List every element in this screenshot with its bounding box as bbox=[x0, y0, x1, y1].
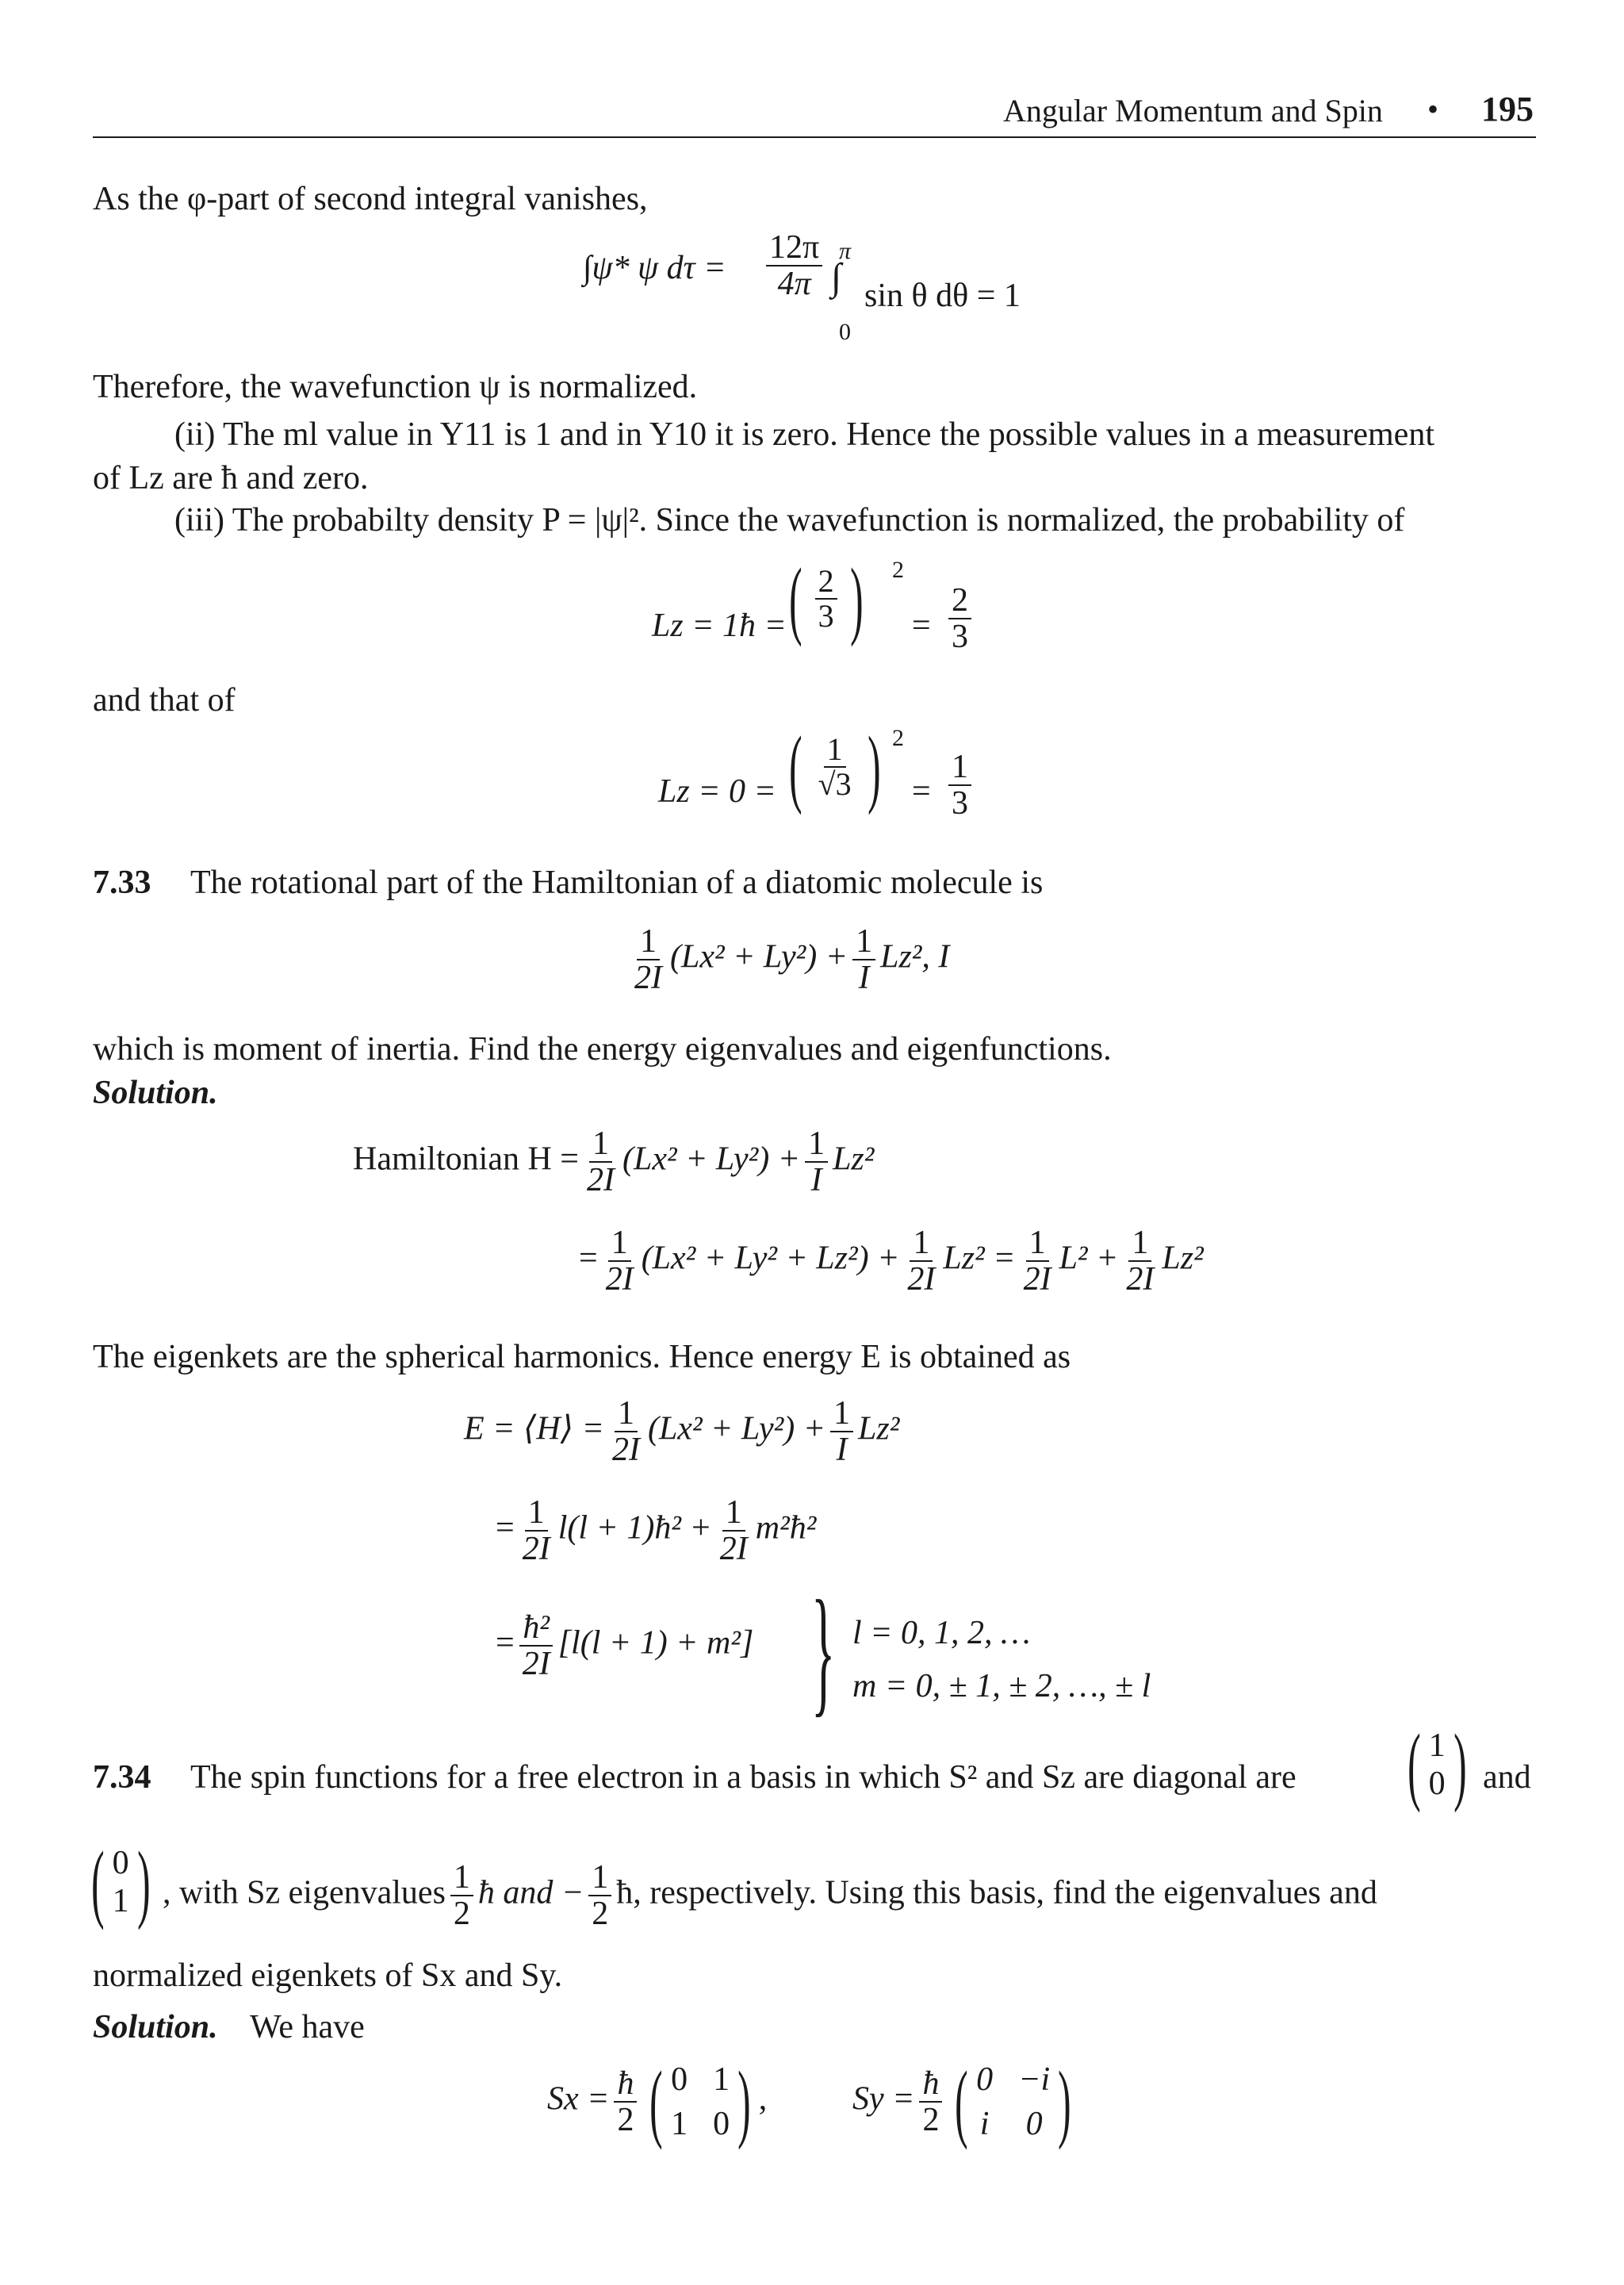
spin-up-vector: ( 1 0 ) bbox=[1408, 1716, 1467, 1813]
eq1-lhs: ∫ψ* ψ dτ = bbox=[583, 250, 726, 286]
problem-7-34-number: 7.34 bbox=[93, 1759, 151, 1796]
eq3-lhs: Lz = 0 = bbox=[658, 773, 776, 810]
eq10-sx-matrix: Sx = $\frac{ħ}{2}$ ( 0 1 1 0 ) , bbox=[547, 2053, 768, 2150]
para-and-that-of: and that of bbox=[93, 682, 236, 719]
eq9-brace: } bbox=[811, 1570, 836, 1729]
eq1-lower-limit: 0 bbox=[839, 319, 851, 345]
running-title: Angular Momentum and Spin bbox=[1003, 93, 1383, 128]
para-eigenkets: The eigenkets are the spherical harmonics. Hence energy E is obtained as bbox=[93, 1339, 1071, 1375]
page-number: 195 bbox=[1481, 90, 1534, 128]
eq2-exponent: 2 bbox=[892, 557, 904, 583]
para-phi-part: As the φ-part of second integral vanishes, bbox=[93, 181, 648, 217]
eq3-equals: = bbox=[912, 773, 931, 810]
eq2-lhs: Lz = 1ħ = bbox=[652, 608, 787, 644]
eq3-paren-group: ( $\frac{1}{√3}$ ) bbox=[789, 719, 881, 815]
problem-7-34-and: and bbox=[1483, 1759, 1531, 1796]
eq10-sy-matrix: Sy = $\frac{ħ}{2}$ ( 0 −i i 0 ) bbox=[852, 2053, 1071, 2150]
spin-down-vector: ( 0 1 ) bbox=[91, 1834, 151, 1930]
problem-7-33-number: 7.33 bbox=[93, 865, 151, 901]
eq1-integral: ∫ bbox=[831, 256, 842, 298]
para-normalized: Therefore, the wavefunction ψ is normalized. bbox=[93, 369, 698, 405]
eq2-paren-group: ( $\frac{2}{3}$ ) bbox=[789, 550, 864, 647]
eq1-fraction: $\frac{12\pi}{4\pi}$ bbox=[761, 230, 827, 301]
problem-7-33-text: The rotational part of the Hamiltonian of a diatomic molecule is bbox=[190, 865, 1044, 901]
eq3-exponent: 2 bbox=[892, 725, 904, 751]
para-ml-value: (ii) The ml value in Y11 is 1 and in Y10 it is zero. Hence the possible values in a measurement bbox=[174, 416, 1434, 453]
eq7-energy: E = ⟨H⟩ = $\frac{1}{2I}$ (Lx² + Ly²) + $\frac{1}{I}$ Lz² bbox=[464, 1395, 900, 1469]
eq4-hamiltonian-form: $\frac{1}{2I}$ (Lx² + Ly²) + $\frac{1}{I}$ Lz², I bbox=[634, 923, 950, 997]
eq8-energy-expanded: = $\frac{1}{2I}$ l(l + 1)ħ² + $\frac{1}{2I}$ m²ħ² bbox=[496, 1494, 817, 1568]
para-moment-of-inertia: which is moment of inertia. Find the energy eigenvalues and eigenfunctions. bbox=[93, 1031, 1112, 1068]
eq3-result: $\frac{1}{3}$ bbox=[944, 750, 976, 821]
eq9-condition-m: m = 0, ± 1, ± 2, …, ± l bbox=[852, 1668, 1151, 1704]
header-rule bbox=[93, 136, 1536, 138]
eq2-result: $\frac{2}{3}$ bbox=[944, 583, 976, 654]
solution-label-1: Solution. bbox=[93, 1075, 218, 1111]
para-ml-value-cont: of Lz are ħ and zero. bbox=[93, 460, 369, 496]
solution-2: Solution. We have bbox=[93, 2009, 365, 2045]
para-probability-density: (iii) The probabilty density P = |ψ|². Since the wavefunction is normalized, the probability of bbox=[174, 502, 1405, 539]
eq1-upper-limit: π bbox=[839, 238, 852, 264]
eq2-equals: = bbox=[912, 608, 931, 644]
para-normalized-eigenkets: normalized eigenkets of Sx and Sy. bbox=[93, 1957, 563, 1994]
eq5-hamiltonian: Hamiltonian H = $\frac{1}{2I}$ (Lx² + Ly²) + $\frac{1}{I}$ Lz² bbox=[353, 1125, 875, 1199]
eq1-rhs: sin θ dθ = 1 bbox=[864, 278, 1021, 314]
problem-7-34-text: The spin functions for a free electron in a basis in which S² and Sz are diagonal are bbox=[190, 1759, 1297, 1796]
header-bullet: • bbox=[1427, 91, 1439, 127]
para-sz-eigenvalues: , with Sz eigenvalues $\frac{1}{2}$ ħ and − $\frac{1}{2}$ ħ, respectively. Using this basis, find the eigenvalues and bbox=[163, 1859, 1377, 1933]
eq6-hamiltonian-expanded: = $\frac{1}{2I}$ (Lx² + Ly² + Lz²) + $\frac{1}{2I}$ Lz² = $\frac{1}{2I}$ L² + $\frac{1}{2I}$ Lz² bbox=[579, 1225, 1204, 1298]
eq9-energy-final: = $\frac{\text{ħ²}}{2I}$ [l(l + 1) + m²] bbox=[496, 1609, 754, 1683]
eq9-condition-l: l = 0, 1, 2, … bbox=[852, 1615, 1031, 1651]
